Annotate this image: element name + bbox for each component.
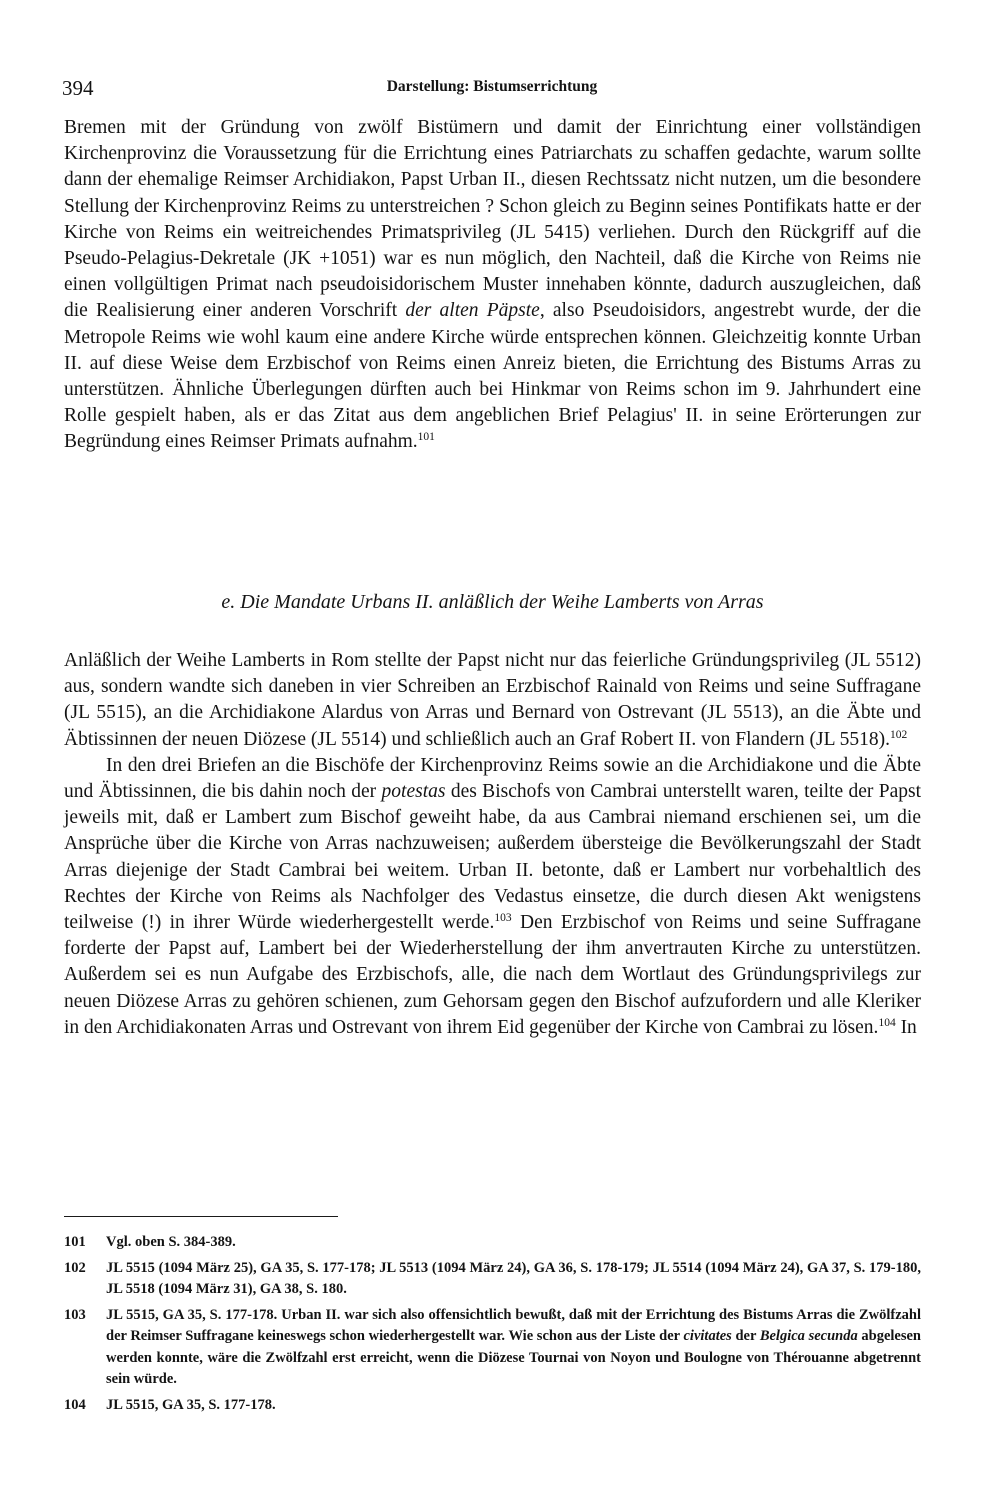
- body-text-block: [64, 115, 921, 456]
- footnote-number: 103: [64, 1306, 86, 1323]
- footnote-101: [64, 1232, 921, 1254]
- footnote-number: 102: [64, 1259, 86, 1276]
- footnote-divider: [64, 1216, 338, 1217]
- section-heading: e. Die Mandate Urbans II. anläßlich der Weihe Lamberts von Arras: [221, 591, 764, 613]
- italic-phrase: civitates: [683, 1328, 732, 1344]
- italic-phrase: Belgica secunda: [759, 1328, 858, 1344]
- footnote-number: 104: [64, 1396, 86, 1413]
- footnote-102: [64, 1258, 921, 1301]
- paragraph: [64, 648, 921, 753]
- footnote-text: [106, 1305, 921, 1391]
- footnote-text: Vgl. oben S. 384-389.: [106, 1234, 236, 1250]
- footnote-number: 101: [64, 1234, 86, 1250]
- text-segment: JL 5515, GA 35, S. 177-178. Urban II. war sich also offensichtlich bewußt, daß mit der Errichtung des Bistums Arras die Zwölfzahl der Reimser Suffragane keineswegs schon wiederhergestellt war. Wie schon aus der Liste der: [106, 1306, 921, 1344]
- text-segment: der: [731, 1328, 760, 1344]
- text-segment: , also Pseudoisidors, angestrebt wurde, der die Metropole Reims wie wohl kaum eine andere Kirche würde entsprechen können. Gleichzeitig konnte Urban II. auf diese Weise dem Erzbischof von Reims einen Anreiz bieten, die Errichtung des Bistums Arras zu unterstützen. Ähnliche Überlegungen dürften auch bei Hinkmar von Reims schon im 9. Jahrhundert eine Rolle gespielt haben, als er das Zitat aus dem angeblichen Brief Pelagius' II. in seine Erörterungen zur Begründung eines Reimser Primats aufnahm.: [64, 300, 922, 453]
- running-head: [62, 76, 922, 106]
- italic-phrase: potestas: [381, 781, 446, 803]
- text-segment: Anläßlich der Weihe Lamberts in Rom stellte der Papst nicht nur das feierliche Gründungsprivileg (JL 5512) aus, sondern wandte sich daneben in vier Schreiben an Erzbischof Rainald von Reims und seine Suffragane (JL 5515), an die Archidiakone Alardus von Arras und Bernard von Ostrevant (JL 5513), an die Äbte und Äbtissinnen der neuen Diözese (JL 5514) und schließlich auch an Graf Robert II. von Flandern (JL 5518).: [64, 650, 921, 750]
- footnote-text: JL 5515, GA 35, S. 177-178.: [106, 1396, 276, 1413]
- text-segment: Bremen mit der Gründung von zwölf Bistümern und damit der Einrichtung einer vollständigen Kirchenprovinz die Voraussetzung für die Errichtung eines Patriarchats zu schaffen gedachte, warum sollte dann der ehemalige Reimser Archidiakon, Papst Urban II., diesen Rechtssatz nicht nutzen, um die besondere Stellung der Kirchenprovinz Reims zu unterstreichen ? Schon gleich zu Beginn seines Pontifikats hatte er der Kirche von Reims ein weitreichendes Primatsprivileg (JL 5415) verliehen. Durch den Rückgriff auf die Pseudo-Pelagius-Dekretale (JK +1051) war es nun möglich, den Nachteil, daß die Kirche von Reims nie einen vollgültigen Primat nach pseudoisidorischem Muster innehaben könnte, dadurch auszugleichen, daß die Realisierung einer anderen Vorschrift: [64, 117, 921, 322]
- text-segment: In den drei Briefen an die Bischöfe der Kirchenprovinz Reims sowie an die Archidiakone und die Äbte und Äbtissinnen, die bis dahin noch der: [64, 754, 921, 803]
- text-segment: Den Erzbischof von Reims und seine Suffragane forderte der Papst auf, Lambert bei der Wiederherstellung der ihm anvertrauten Kirche zu unterstützen. Außerdem sei es nun Aufgabe des Erzbischofs, alle, die nach dem Wortlaut des Gründungsprivilegs zur neuen Diözese Arras zu gehören schienen, zum Gehorsam gegen den Bischof aufzufordern und alle Kleriker in den Archidiakonaten Arras und Ostrevant von ihrem Eid gegenüber der Kirche von Cambrai zu lösen.: [64, 912, 921, 1038]
- text-segment: abgelesen werden konnte, wäre die Zwölfzahl erst erreicht, wenn die Diözese Tournai von Noyon und Boulogne von Thérouanne abgetrennt sein würde.: [106, 1328, 921, 1387]
- footnote-ref-104[interactable]: 104: [878, 1016, 896, 1029]
- page-number: 394: [62, 76, 94, 100]
- footnote-103: [64, 1305, 921, 1391]
- footnotes: [64, 1232, 921, 1420]
- body-text-block: [64, 648, 921, 1041]
- italic-phrase: der alten Päpste: [405, 300, 540, 322]
- footnote-ref-103[interactable]: 103: [494, 912, 512, 925]
- footnote-ref-102[interactable]: 102: [890, 728, 908, 741]
- footnote-text: JL 5515 (1094 März 25), GA 35, S. 177-178; JL 5513 (1094 März 24), GA 36, S. 178-179; JL 5514 (1094 März 24), GA 37, S. 179-180, JL 5518 (1094 März 31), GA 38, S. 180.: [106, 1259, 921, 1297]
- running-title: Darstellung: Bistumserrichtung: [386, 78, 598, 95]
- text-segment: In: [895, 1016, 917, 1038]
- paragraph-continued: [64, 115, 921, 456]
- footnote-ref-101[interactable]: 101: [417, 431, 435, 444]
- text-segment: des Bischofs von Cambrai unterstellt waren, teilte der Papst jeweils mit, daß er Lambert zum Bischof geweiht habe, da aus Cambrai niemand erschienen sei, um die Ansprüche über die Kirche von Arras nachzuweisen; außerdem übersteige die Bevölkerungszahl der Stadt Arras diejenige der Stadt Cambrai bei weitem. Urban II. betonte, daß er Lambert nur vorbehaltlich des Rechtes der Kirche von Reims als Nachfolger des Vedastus einsetze, die durch diesen Akt wenigstens teilweise (!) in ihrer Würde wiederhergestellt werde.: [64, 781, 921, 934]
- paragraph: [64, 753, 921, 1041]
- footnote-104: [64, 1395, 921, 1417]
